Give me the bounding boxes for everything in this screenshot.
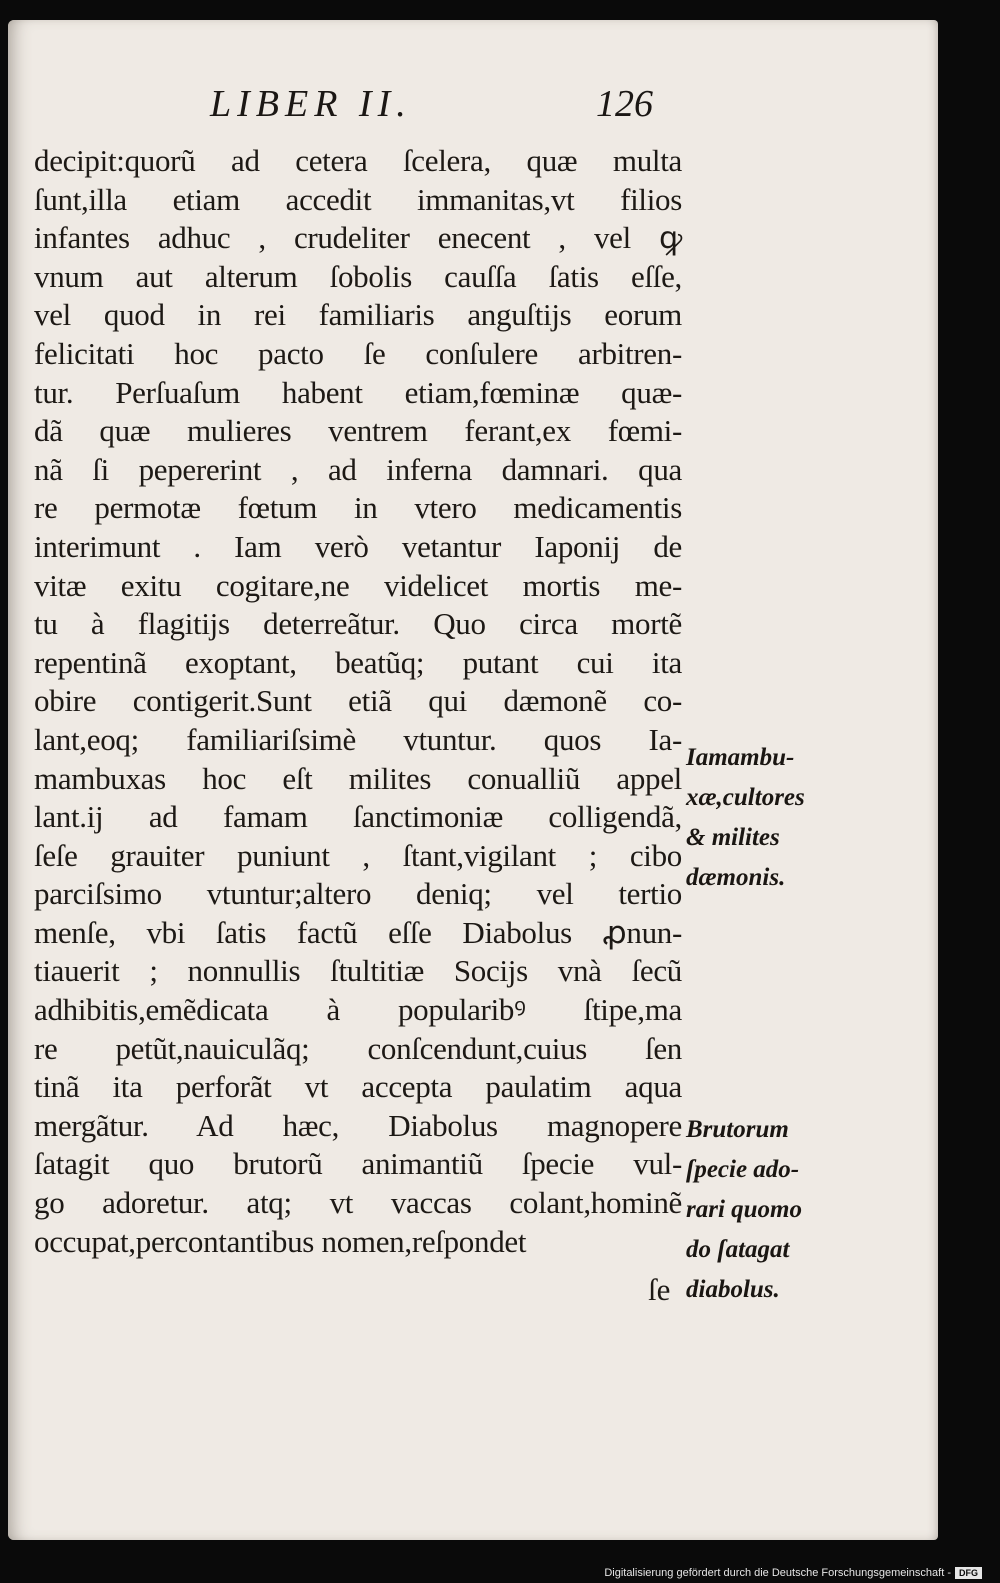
- text-line: re petũt,nauiculãq; conſcendunt,cuius ſen: [34, 1030, 682, 1066]
- text-line: infantes adhuc , crudeliter enecent , vel ꝙ: [34, 220, 682, 256]
- footer-credit: Digitalisierung gefördert durch die Deutsche Forschungsgemeinschaft -: [604, 1567, 951, 1579]
- text-line: vitæ exitu cogitare,ne videlicet mortis me-: [34, 567, 682, 603]
- text-line: felicitati hoc pacto ſe conſulere arbitren-: [34, 335, 682, 371]
- text-line: tinã ita perforãt vt accepta paulatim aqua: [34, 1069, 682, 1105]
- text-line: occupat,percontantibus nomen,reſpondet: [34, 1223, 527, 1259]
- catchword: ſe: [648, 1272, 671, 1307]
- text-line: mergãtur. Ad hæc, Diabolus magnopere: [34, 1107, 682, 1143]
- text-line: re permotæ fœtum in vtero medicamentis: [34, 490, 682, 526]
- text-line: tur. Perſuaſum habent etiam,fœminæ quæ-: [34, 374, 682, 410]
- page-number: 126: [596, 83, 653, 125]
- text-line: parciſsimo vtuntur;altero deniq; vel tertio: [34, 876, 682, 912]
- marginal-note-brutorum: [686, 1110, 846, 1310]
- marginal-note-line: diabolus.: [686, 1276, 780, 1303]
- marginal-note-line: dæmonis.: [686, 864, 786, 891]
- marginal-note-line: xæ,cultores: [686, 784, 805, 811]
- marginal-note-line: do ſatagat: [686, 1236, 790, 1263]
- text-line: repentinã exoptant, beatũq; putant cui ita: [34, 644, 682, 680]
- text-line: tiauerit ; nonnullis ſtultitiæ Socijs vnà ſecũ: [34, 953, 682, 989]
- text-line: interimunt . Iam verò vetantur Iaponij de: [34, 528, 682, 564]
- text-line: obire contigerit.Sunt etiã qui dæmonẽ co-: [34, 683, 682, 719]
- main-text-block: [34, 142, 682, 1261]
- text-line: dã quæ mulieres ventrem ferant,ex fœmi-: [34, 413, 682, 449]
- text-line: nã ſi pepererint , ad inferna damnari. qua: [34, 451, 682, 487]
- marginal-note-line: ſpecie ado-: [686, 1156, 800, 1183]
- text-line: ſatagit quo brutorũ animantiũ ſpecie vul-: [34, 1146, 682, 1182]
- text-line: decipit:quorũ ad cetera ſcelera, quæ multa: [34, 143, 682, 178]
- text-line: ſeſe grauiter puniunt , ſtant,vigilant ; cibo: [34, 837, 682, 873]
- marginal-note-line: & milites: [686, 824, 780, 851]
- marginal-note-line: Iamambu-: [686, 744, 795, 771]
- text-line: vel quod in rei familiaris anguſtijs eorum: [34, 297, 682, 333]
- text-line: adhibitis,emẽdicata à popularibꝰ ſtipe,ma: [34, 992, 682, 1028]
- dfg-logo-icon: DFG: [955, 1567, 982, 1579]
- text-line: mambuxas hoc eſt milites conualliũ appel: [34, 760, 682, 796]
- text-line: lant.ij ad famam ſanctimoniæ colligendã,: [34, 799, 682, 835]
- text-line: ſunt,illa etiam accedit immanitas,vt filios: [34, 181, 682, 217]
- text-line: lant,eoq; familiariſsimè vtuntur. quos Ia-: [34, 721, 682, 757]
- text-line: vnum aut alterum ſobolis cauſſa ſatis eſſe,: [34, 258, 682, 294]
- text-line: go adoretur. atq; vt vaccas colant,hominẽ: [34, 1185, 682, 1221]
- marginal-note-line: rari quomo: [686, 1196, 803, 1223]
- marginal-note-iamambuxae: [686, 738, 846, 898]
- text-line: menſe, vbi ſatis factũ eſſe Diabolus ꝓnun-: [34, 914, 682, 950]
- running-head-title: LIBER II.: [210, 83, 412, 125]
- digitization-footer: [604, 1567, 982, 1579]
- marginal-note-line: Brutorum: [686, 1116, 789, 1143]
- text-line: tu à flagitijs deterreãtur. Quo circa mortẽ: [34, 606, 682, 642]
